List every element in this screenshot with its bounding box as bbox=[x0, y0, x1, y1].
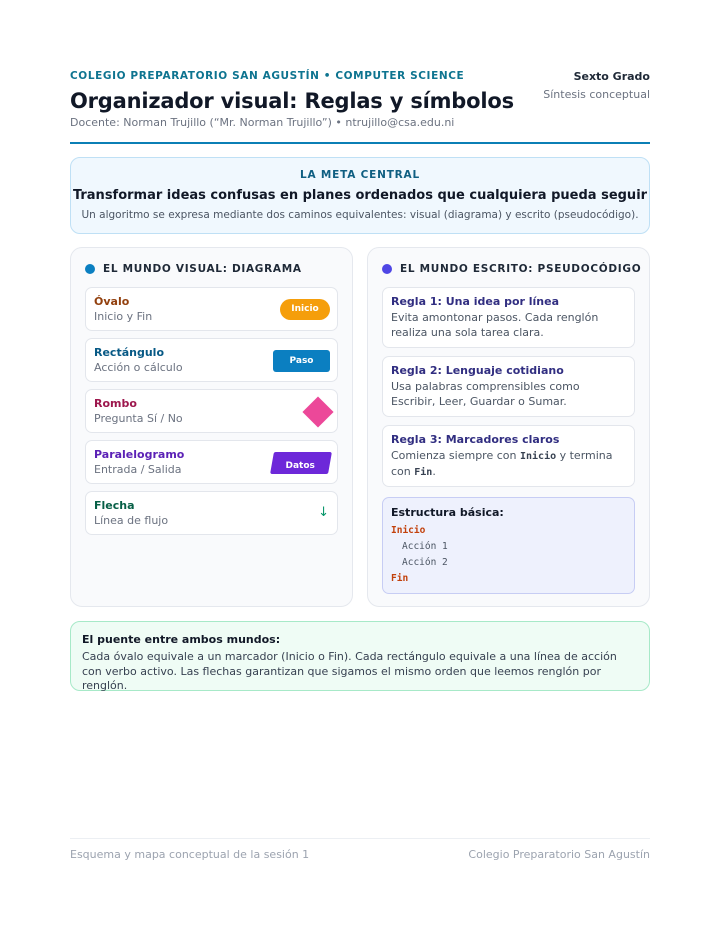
shape-desc: Acción o cálculo bbox=[94, 361, 183, 374]
code-line-action: Acción 1 bbox=[402, 541, 448, 552]
shape-name: Flecha bbox=[94, 499, 135, 512]
page-footer bbox=[70, 838, 650, 861]
footer-session-label: Esquema y mapa conceptual de la sesión 1 bbox=[70, 848, 310, 861]
shape-card-rectangle bbox=[85, 338, 338, 382]
structure-title: Estructura básica: bbox=[391, 506, 504, 519]
shape-desc: Pregunta Sí / No bbox=[94, 412, 183, 425]
written-world-panel bbox=[367, 247, 650, 607]
visual-panel-title: EL MUNDO VISUAL: DIAGRAMA bbox=[103, 263, 302, 275]
visual-world-panel bbox=[70, 247, 353, 607]
shape-name: Paralelogramo bbox=[94, 448, 185, 461]
grade-label: Sexto Grado bbox=[573, 70, 650, 83]
bullet-dot-icon bbox=[382, 264, 392, 274]
rule-title: Regla 2: Lenguaje cotidiano bbox=[391, 364, 564, 377]
page-subtitle: Síntesis conceptual bbox=[543, 88, 650, 101]
rule-card-1 bbox=[382, 287, 635, 348]
shape-desc: Línea de flujo bbox=[94, 514, 169, 527]
parallelogram-symbol-icon bbox=[270, 452, 332, 474]
shape-desc: Inicio y Fin bbox=[94, 310, 153, 323]
bridge-text: Cada óvalo equivale a un marcador (Inicio o Fin). Cada rectángulo equivale a una línea de acción con verbo activo. Las flechas garantizan que sigamos el mismo orden que leemos renglón por renglón. bbox=[82, 650, 617, 692]
code-line-action: Acción 2 bbox=[402, 557, 448, 568]
page-header bbox=[70, 68, 650, 144]
written-panel-title: EL MUNDO ESCRITO: PSEUDOCÓDIGO bbox=[400, 263, 642, 275]
oval-symbol-icon: Inicio bbox=[280, 299, 330, 320]
rectangle-symbol-icon: Paso bbox=[273, 350, 330, 372]
inline-code-fin: Fin bbox=[414, 466, 433, 478]
rule-card-3 bbox=[382, 425, 635, 487]
central-goal-label: LA META CENTRAL bbox=[300, 169, 420, 181]
shape-card-oval bbox=[85, 287, 338, 331]
rule-title: Regla 1: Una idea por línea bbox=[391, 295, 560, 308]
central-goal-title: Transformar ideas confusas en planes ordenados que cualquiera pueda seguir bbox=[72, 188, 648, 203]
shape-card-arrow bbox=[85, 491, 338, 535]
diamond-symbol-icon bbox=[302, 396, 333, 427]
shape-card-diamond bbox=[85, 389, 338, 433]
code-line-end: Fin bbox=[391, 573, 409, 584]
rule-title: Regla 3: Marcadores claros bbox=[391, 433, 560, 446]
arrow-down-icon: ↓ bbox=[318, 505, 329, 520]
written-panel-header bbox=[382, 263, 641, 275]
bullet-dot-icon bbox=[85, 264, 95, 274]
parallelogram-symbol-label: Datos bbox=[285, 461, 316, 471]
bridge-title: El puente entre ambos mundos: bbox=[82, 633, 281, 646]
shape-name: Óvalo bbox=[94, 295, 130, 308]
rule-text: Evita amontonar pasos. Cada renglón realiza una sola tarea clara. bbox=[391, 311, 599, 339]
rule-text: Comienza siempre con Inicio y termina con Fin. bbox=[391, 449, 613, 478]
shape-card-parallelogram bbox=[85, 440, 338, 484]
footer-school-name: Colegio Preparatorio San Agustín bbox=[468, 848, 650, 861]
teacher-info: Docente: Norman Trujillo (“Mr. Norman Trujillo”) • ntrujillo@csa.edu.ni bbox=[70, 116, 455, 129]
rule-card-2 bbox=[382, 356, 635, 417]
shape-desc: Entrada / Salida bbox=[94, 463, 182, 476]
central-goal-box bbox=[70, 157, 650, 234]
page-title: Organizador visual: Reglas y símbolos bbox=[70, 89, 514, 113]
inline-code-inicio: Inicio bbox=[519, 451, 557, 462]
rule-text: Usa palabras comprensibles como Escribir, Leer, Guardar o Sumar. bbox=[391, 380, 580, 408]
bridge-box bbox=[70, 621, 650, 691]
visual-panel-header bbox=[85, 263, 302, 275]
basic-structure-box bbox=[382, 497, 635, 594]
shape-name: Rombo bbox=[94, 397, 137, 410]
school-name: COLEGIO PREPARATORIO SAN AGUSTÍN • COMPUTER SCIENCE bbox=[70, 70, 465, 82]
shape-name: Rectángulo bbox=[94, 346, 164, 359]
code-line-start: Inicio bbox=[391, 525, 426, 536]
central-goal-text: Un algoritmo se expresa mediante dos caminos equivalentes: visual (diagrama) y escrito (pseudocódigo). bbox=[81, 209, 639, 221]
